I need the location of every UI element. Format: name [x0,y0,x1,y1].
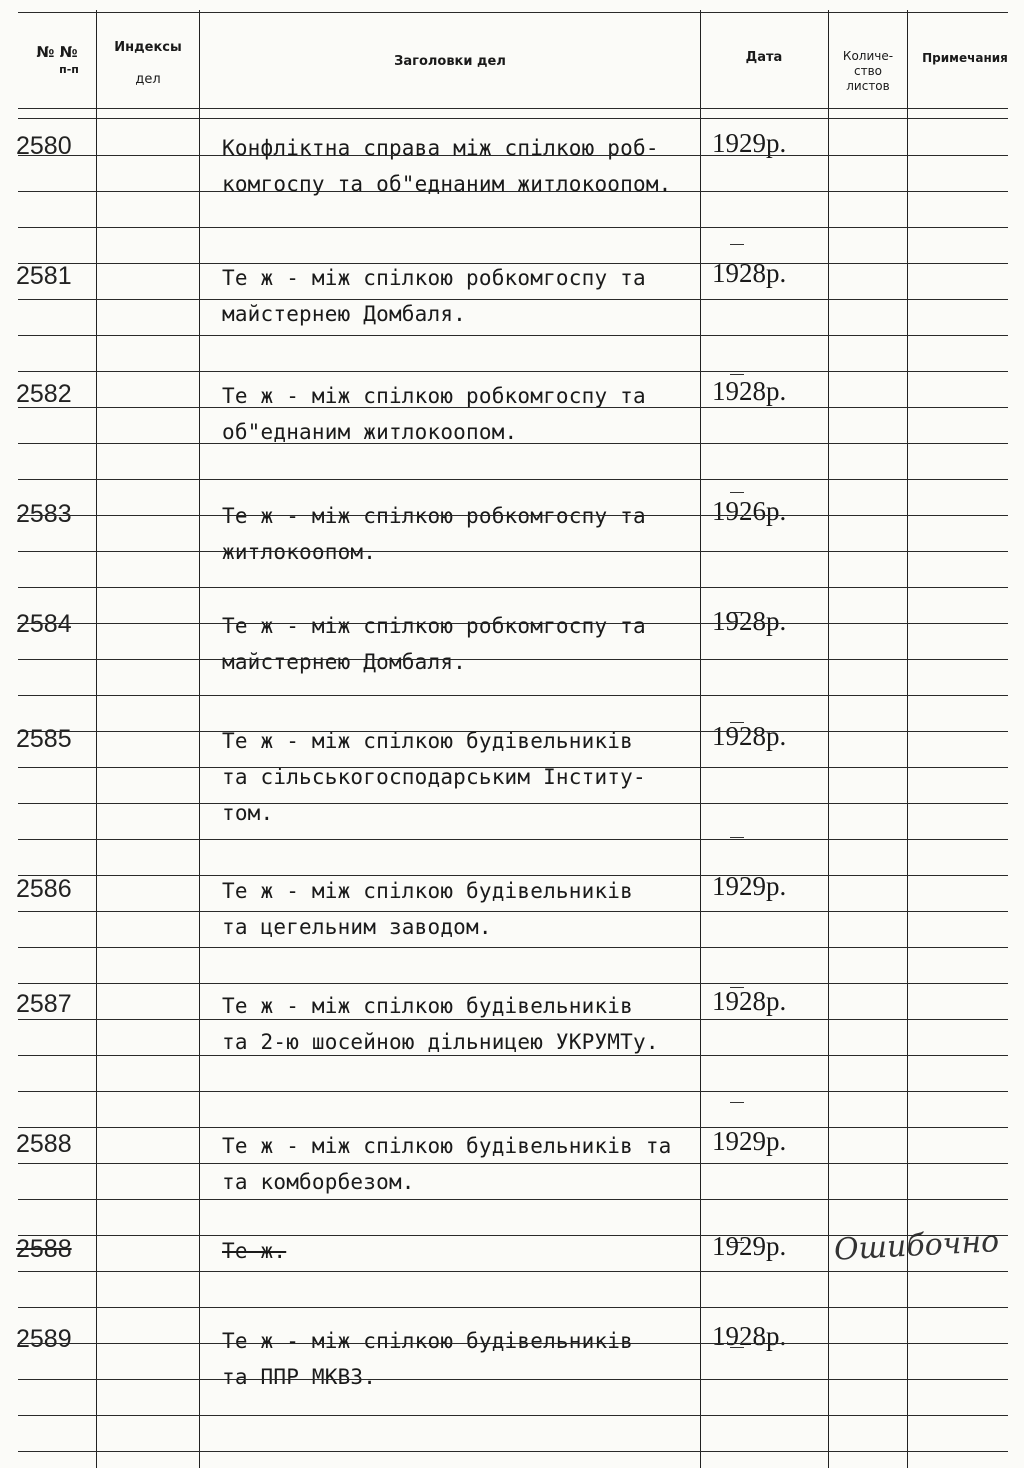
col-divider-4 [828,10,829,1468]
ruled-line [18,1379,1008,1380]
row-number: 2584 [16,610,72,638]
ruled-line [18,875,1008,876]
row-title-line: майстернею Домбаля. [222,302,467,326]
row-title [222,378,704,450]
header-title [200,54,700,70]
row-title [222,873,704,945]
ruled-line [18,731,1008,732]
header-index-sub: дел [135,72,161,87]
header-notes [909,50,1021,66]
header-top-rule [18,12,1008,13]
header-index [100,40,196,88]
ruled-line [18,479,1008,480]
row-title-line: Те ж - мiж спiлкою будiвельникiв та [222,1134,672,1158]
header-index-label: Индексы [114,40,182,55]
row-date-dash [730,837,744,838]
ruled-line [18,1307,1008,1308]
row-date: 1929р. [712,1231,787,1261]
ruled-line [18,335,1008,336]
ruled-line [18,839,1008,840]
row-number: 2580 [16,132,72,160]
row-number: 2583 [16,500,72,528]
row-title-line: Те ж - мiж спiлкою будiвельникiв [222,879,633,903]
ruled-line [18,263,1008,264]
ruled-line [18,983,1008,984]
row-number: 2582 [16,380,72,408]
ruled-line [18,1271,1008,1272]
ruled-line [18,551,1008,552]
ruled-line [18,803,1008,804]
row-title-line: та ППР МКВЗ. [222,1365,377,1389]
row-date-dash [730,244,744,245]
row-title-line: Те ж - мiж спiлкою будiвельникiв [222,729,633,753]
row-note-erroneous: Ошибочно [833,1224,1001,1268]
header-num-sub: п-п [59,63,79,76]
row-title-line: Те ж - мiж спiлкою будiвельникiв [222,1329,633,1353]
ruled-line [18,515,1008,516]
row-date-dash [730,374,744,375]
col-divider-2 [199,10,200,1468]
header-sheets [830,34,906,94]
header-bottom-rule-2 [18,118,1008,119]
row-number: 2586 [16,875,72,903]
row-title-line: та комборбезом. [222,1170,415,1194]
row-date: 1928р. [712,376,787,406]
row-title-line: Те ж - мiж спiлкою робкомгоспу та [222,504,646,528]
row-title-line: та сiльськогосподарським Iнститу- [222,765,646,789]
row-number: 2587 [16,990,72,1018]
row-number: 2588 [16,1235,72,1263]
header-bottom-rule [18,108,1008,109]
row-title-line: та 2-ю шосейною дiльницею УКРУМТу. [222,1030,659,1054]
row-title [222,608,704,680]
ruled-line [18,1163,1008,1164]
ruled-line [18,227,1008,228]
row-date: 1928р. [712,721,787,751]
ruled-line [18,1055,1008,1056]
row-number: 2581 [16,262,72,290]
row-date: 1929р. [712,128,787,158]
row-title-line: та цегельним заводом. [222,915,492,939]
ruled-line [18,407,1008,408]
ruled-line [18,155,1008,156]
row-number: 2589 [16,1325,72,1353]
ruled-line [18,947,1008,948]
header-title-label: Заголовки дел [394,54,506,69]
ruled-line [18,1127,1008,1128]
row-title [222,260,704,332]
row-title-line: Конфлiктна справа мiж спiлкою роб- [222,136,659,160]
row-title-line: майстернею Домбаля. [222,650,467,674]
header-sheets-label: Количе- ство листов [842,49,894,93]
row-date: 1929р. [712,871,787,901]
row-title-line: об"еднаним житлокоопом. [222,420,518,444]
row-number: 2588 [16,1130,72,1158]
row-date: 1928р. [712,986,787,1016]
row-title [222,988,704,1060]
row-title [222,1323,704,1395]
row-date: 1928р. [712,258,787,288]
row-title-line: Те ж - мiж спiлкою робкомгоспу та [222,266,646,290]
ruled-line [18,299,1008,300]
row-date-dash [730,492,744,493]
ruled-line [18,587,1008,588]
ruled-line [18,1199,1008,1200]
row-number: 2585 [16,725,72,753]
ruled-line [18,695,1008,696]
row-date: 1926р. [712,496,787,526]
ruled-line [18,623,1008,624]
row-title-line: Те ж - мiж спiлкою робкомгоспу та [222,614,646,638]
ruled-line [18,659,1008,660]
row-title [222,723,704,831]
row-title-line: житлокоопом. [222,540,377,564]
ruled-line [18,1019,1008,1020]
header-date [702,50,826,66]
row-title-line: Те ж - мiж спiлкою будiвельникiв [222,994,633,1018]
row-date: 1928р. [712,1321,787,1351]
header-notes-label: Примечания [922,51,1008,65]
header-num-label: № № [36,43,78,61]
row-title-line: том. [222,801,274,825]
row-date: 1929р. [712,1126,787,1156]
ruled-line [18,371,1008,372]
ruled-line [18,767,1008,768]
ruled-line [18,443,1008,444]
row-date-dash [730,1102,744,1103]
ruled-line [18,1451,1008,1452]
row-title [222,498,704,570]
header-date-label: Дата [745,50,783,65]
row-date: 1928р. [712,606,787,636]
row-title [222,1128,704,1200]
row-title-line: Те ж - мiж спiлкою робкомгоспу та [222,384,646,408]
header-num [20,44,94,78]
row-title [222,1233,704,1269]
row-title-line: Те ж. [222,1239,287,1263]
ruled-line [18,1343,1008,1344]
row-title-line: комгоспу та об"еднаним житлокоопом. [222,172,672,196]
ruled-line [18,1091,1008,1092]
ruled-line [18,191,1008,192]
ruled-line [18,911,1008,912]
ruled-line [18,1415,1008,1416]
col-divider-1 [96,10,97,1468]
ruled-line [18,1235,1008,1236]
